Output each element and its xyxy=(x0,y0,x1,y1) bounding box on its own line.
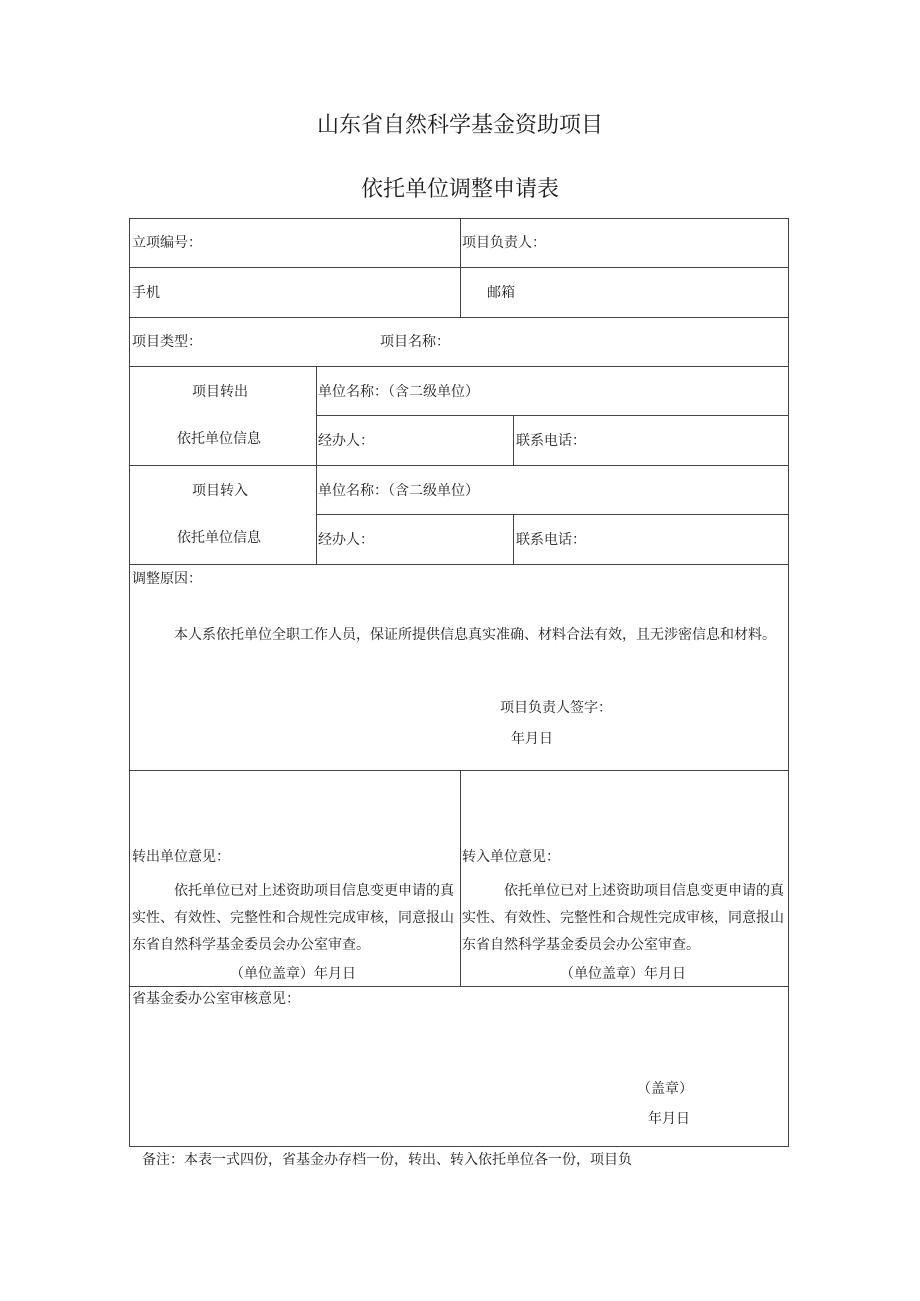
row-divider xyxy=(130,564,788,565)
in-unit-opinion-text: 依托单位已对上述资助项目信息变更申请的真实性、有效性、完整性和合规性完成审核，同意报山东省自然科学基金委员会办公室审查。 xyxy=(462,883,784,953)
in-section-subtitle: 依托单位信息 xyxy=(177,530,261,546)
row-divider xyxy=(130,465,788,466)
row-divider xyxy=(130,770,788,771)
out-section-subtitle: 依托单位信息 xyxy=(177,431,261,447)
row-divider xyxy=(316,514,788,515)
column-divider xyxy=(460,770,461,986)
project-type-label: 项目类型： xyxy=(132,334,202,350)
project-name-label: 项目名称： xyxy=(380,334,450,350)
project-number-label: 立项编号： xyxy=(132,235,202,251)
out-unit-opinion-text: 依托单位已对上述资助项目信息变更申请的真实性、有效性、完整性和合规性完成审核，同意报山东省自然科学基金委员会办公室审查。 xyxy=(132,883,454,953)
column-divider xyxy=(513,415,514,465)
in-handler-label: 经办人： xyxy=(318,532,374,548)
leader-signature-label: 项目负责人签字： xyxy=(500,700,612,716)
column-divider xyxy=(513,514,514,564)
in-contact-phone-label: 联系电话： xyxy=(516,532,586,548)
form-title-line2: 依托单位调整申请表 xyxy=(360,177,559,202)
row-divider xyxy=(130,986,788,987)
leader-signature-date: 年月日 xyxy=(511,731,553,747)
foundation-date: 年月日 xyxy=(648,1111,690,1127)
email-label: 邮箱 xyxy=(487,285,515,301)
phone-label: 手机 xyxy=(132,285,160,301)
in-section-title: 项目转入 xyxy=(192,483,248,499)
column-divider xyxy=(460,219,461,317)
declaration-text: 本人系依托单位全职工作人员，保证所提供信息真实准确、材料合法有效，且无涉密信息和材料。 xyxy=(174,627,776,643)
adjust-reason-label: 调整原因： xyxy=(132,571,202,587)
in-unit-opinion-label: 转入单位意见： xyxy=(462,849,560,865)
out-unit-name-label: 单位名称：（含二级单位） xyxy=(318,384,479,400)
row-divider xyxy=(130,317,788,318)
out-contact-phone-label: 联系电话： xyxy=(516,433,586,449)
foundation-seal-label: （盖章） xyxy=(637,1081,693,1097)
in-unit-name-label: 单位名称：（含二级单位） xyxy=(318,483,479,499)
out-handler-label: 经办人： xyxy=(318,433,374,449)
in-unit-seal-date: （单位盖章）年月日 xyxy=(560,966,686,982)
out-unit-opinion-label: 转出单位意见： xyxy=(132,849,230,865)
project-leader-label: 项目负责人： xyxy=(462,235,546,251)
column-divider xyxy=(316,366,317,564)
row-divider xyxy=(316,415,788,416)
footnote: 备注：本表一式四份，省基金办存档一份，转出、转入依托单位各一份，项目负 xyxy=(142,1152,632,1168)
row-divider xyxy=(130,366,788,367)
out-unit-seal-date: （单位盖章）年月日 xyxy=(230,966,356,982)
out-section-title: 项目转出 xyxy=(192,384,248,400)
row-divider xyxy=(130,267,788,268)
application-form-table xyxy=(129,218,789,1147)
foundation-opinion-label: 省基金委办公室审核意见： xyxy=(132,991,300,1007)
form-title-line1: 山东省自然科学基金资助项目 xyxy=(316,113,603,138)
